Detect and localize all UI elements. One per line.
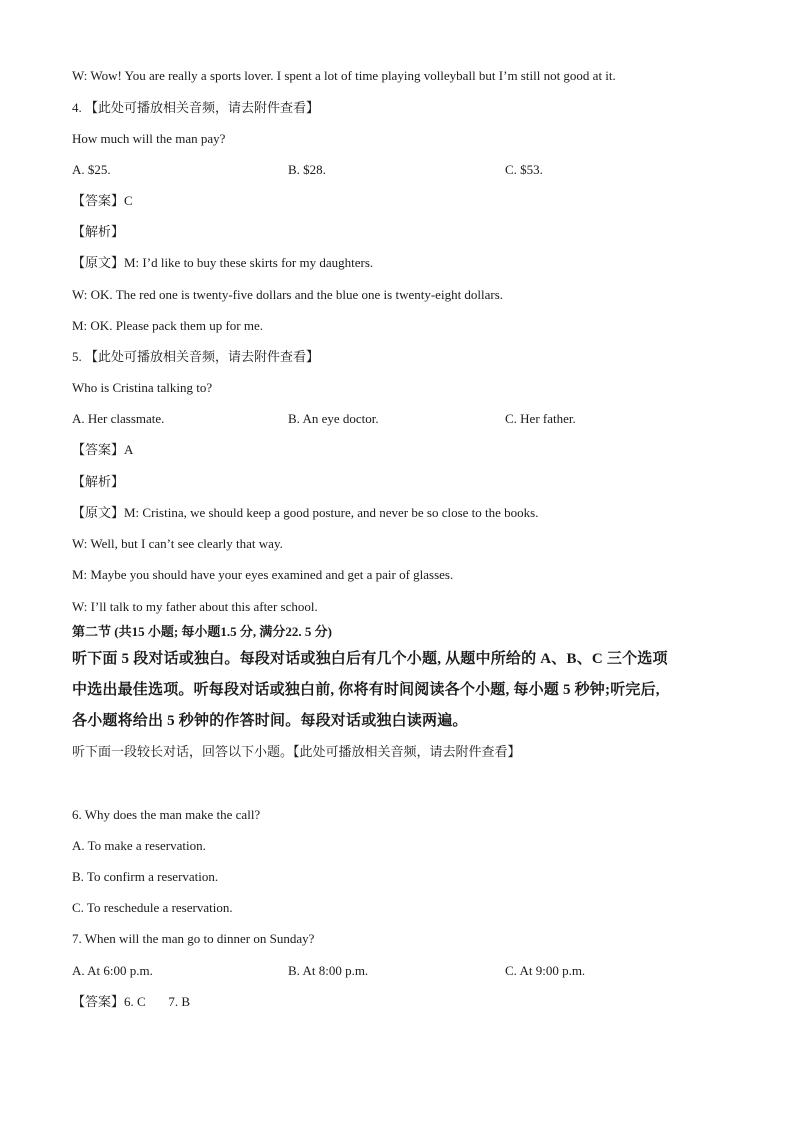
q4-transcript-line-1: 【原文】M: I’d like to buy these skirts for my daughters. <box>72 255 374 270</box>
q5-option-c: C. Her father. <box>505 411 576 426</box>
q6-question: 6. Why does the man make the call? <box>72 807 261 822</box>
q4-transcript-line-2: W: OK. The red one is twenty-five dollars and the blue one is twenty-eight dollars. <box>72 287 504 302</box>
q4-question: How much will the man pay? <box>72 131 226 146</box>
q5-option-b: B. An eye doctor. <box>288 411 379 426</box>
q7-option-c: C. At 9:00 p.m. <box>505 963 586 978</box>
q4-transcript-line-3: M: OK. Please pack them up for me. <box>72 318 263 333</box>
section2-title: 第二节 (共15 小题; 每小题1.5 分, 满分22. 5 分) <box>72 624 332 639</box>
q5-transcript-line-4: W: I’ll talk to my father about this after school. <box>72 599 318 614</box>
q4-analysis: 【解析】 <box>72 224 125 239</box>
section2-listen-prompt: 听下面一段较长对话，回答以下小题。【此处可播放相关音频，请去附件查看】 <box>72 744 521 759</box>
q4-option-c: C. $53. <box>505 162 543 177</box>
q5-question: Who is Cristina talking to? <box>72 380 213 395</box>
q5-transcript-line-2: W: Well, but I can’t see clearly that way. <box>72 536 283 551</box>
q5-option-a: A. Her classmate. <box>72 411 165 426</box>
section2-instructions-line-3: 各小题将给出 5 秒钟的作答时间。每段对话或独白读两遍。 <box>72 713 468 729</box>
q6-option-c: C. To reschedule a reservation. <box>72 900 233 915</box>
q5-header: 5. 【此处可播放相关音频，请去附件查看】 <box>72 349 320 364</box>
q4-header: 4. 【此处可播放相关音频，请去附件查看】 <box>72 100 320 115</box>
section2-instructions-line-2: 中选出最佳选项。听每段对话或独白前, 你将有时间阅读各个小题, 每小题 5 秒钟;听完后, <box>72 682 660 698</box>
q4-option-b: B. $28. <box>288 162 326 177</box>
q7-option-b: B. At 8:00 p.m. <box>288 963 369 978</box>
q7-question: 7. When will the man go to dinner on Sunday? <box>72 931 315 946</box>
q5-answer: 【答案】A <box>72 442 134 457</box>
section2-instructions-line-1: 听下面 5 段对话或独白。每段对话或独白后有几个小题, 从题中所给的 A、B、C 三个选项 <box>72 651 668 667</box>
q5-transcript-line-1: 【原文】M: Cristina, we should keep a good posture, and never be so close to the books. <box>72 505 539 520</box>
q5-analysis: 【解析】 <box>72 474 125 489</box>
q4-option-a: A. $25. <box>72 162 111 177</box>
q6-option-b: B. To confirm a reservation. <box>72 869 219 884</box>
q4-answer: 【答案】C <box>72 193 133 208</box>
q5-transcript-line-3: M: Maybe you should have your eyes examined and get a pair of glasses. <box>72 567 454 582</box>
q6-option-a: A. To make a reservation. <box>72 838 206 853</box>
q7-option-a: A. At 6:00 p.m. <box>72 963 153 978</box>
answers-6-7: 【答案】6. C 7. B <box>72 994 191 1009</box>
q3-transcript-line: W: Wow! You are really a sports lover. I spent a lot of time playing volleyball but I’m still not good at it. <box>72 68 616 83</box>
